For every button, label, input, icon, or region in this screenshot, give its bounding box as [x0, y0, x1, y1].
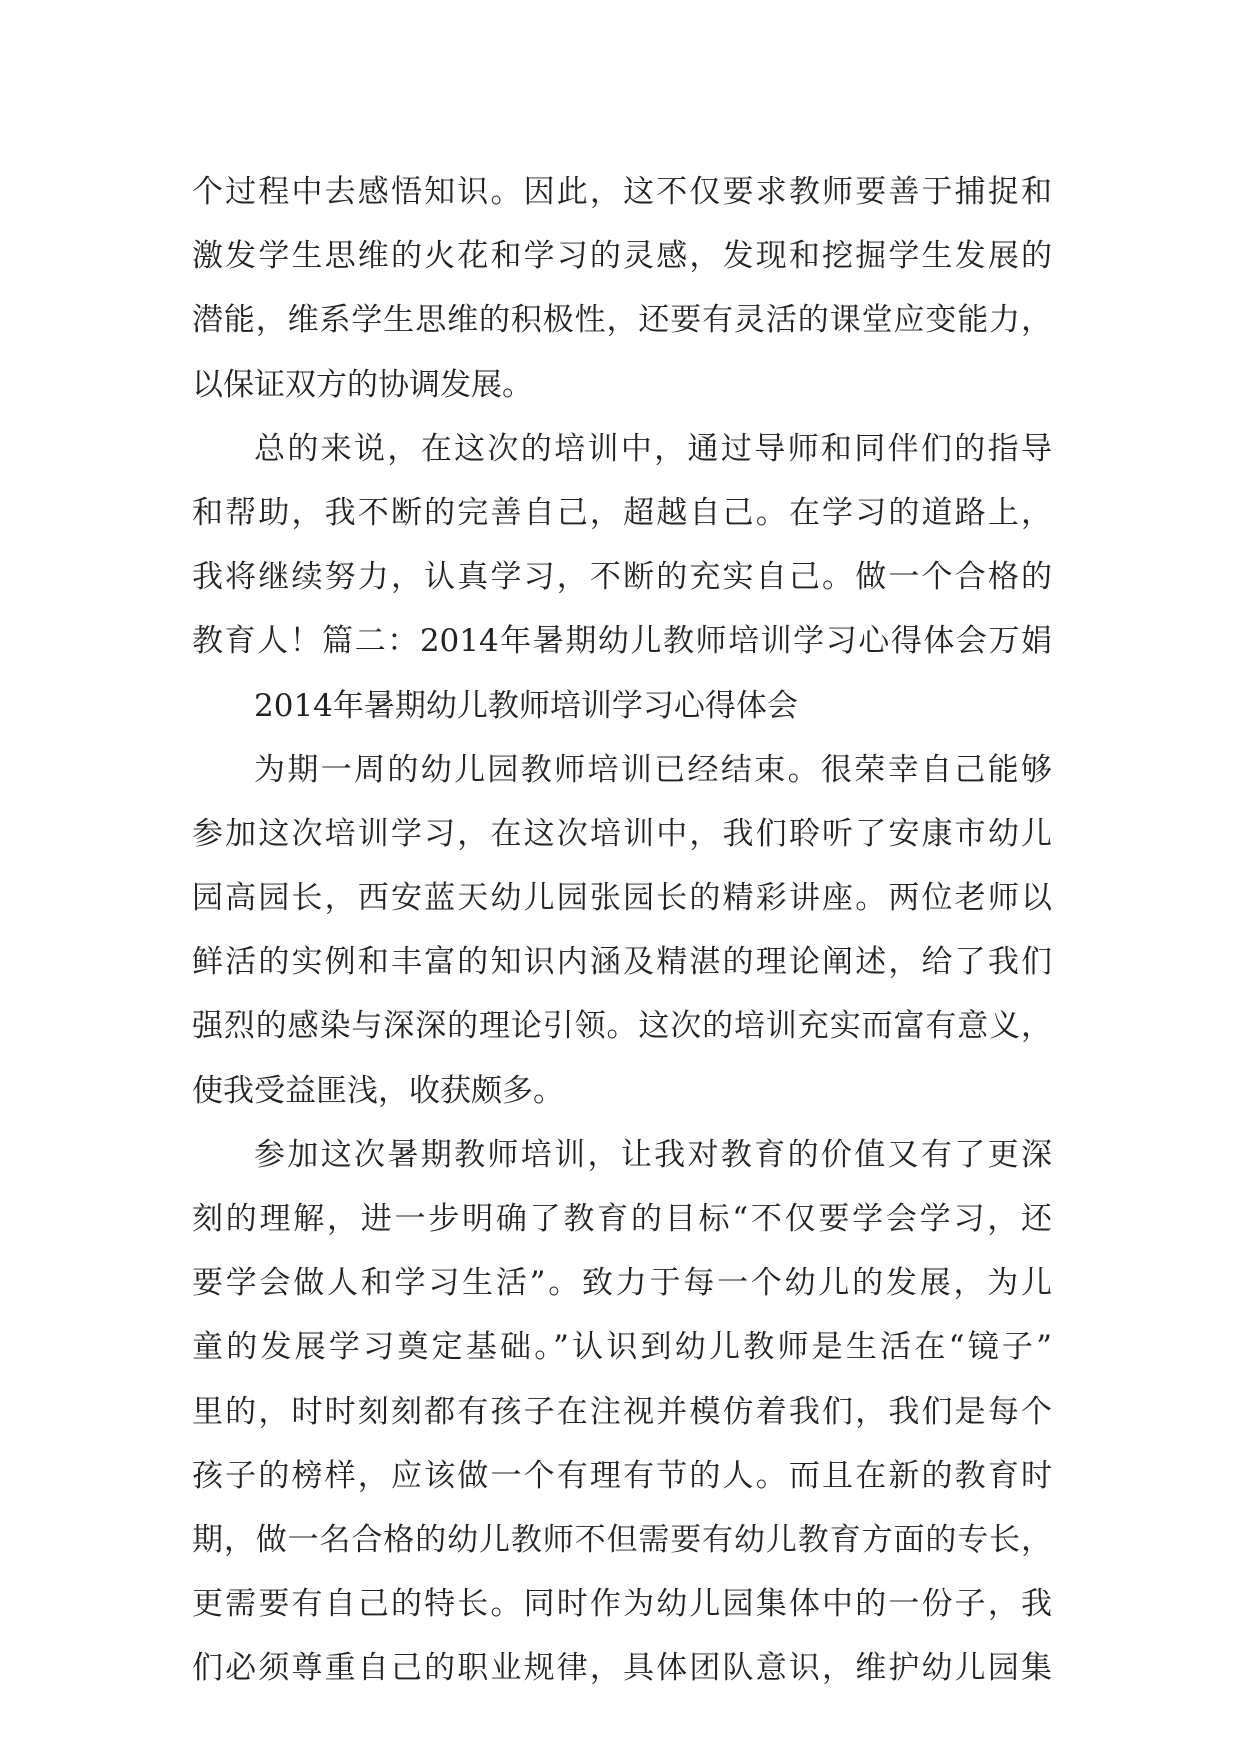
text-line: 个过程中去感悟知识。因此，这不仅要求教师要善于捕捉和	[192, 174, 1052, 210]
text-line: 潜能，维系学生思维的积极性，还要有灵活的课堂应变能力，	[192, 302, 1052, 339]
document-body	[192, 160, 1052, 1701]
text-line: 园高园长，西安蓝天幼儿园张园长的精彩讲座。两位老师以	[192, 880, 1052, 917]
text-line: 童的发展学习奠定基础。”认识到幼儿教师是生活在“镜子”	[192, 1329, 1052, 1366]
text-line: 鲜活的实例和丰富的知识内涵及精湛的理论阐述，给了我们	[192, 944, 1052, 981]
text-line: 和帮助，我不断的完善自己，超越自己。在学习的道路上，	[192, 494, 1052, 531]
text-line: 期，做一名合格的幼儿教师不但需要有幼儿教育方面的专长，	[192, 1521, 1052, 1558]
text-line: 使我受益匪浅，收获颇多。	[192, 1072, 564, 1109]
text-line: 以保证双方的协调发展。	[192, 366, 533, 403]
text-line: 刻的理解，进一步明确了教育的目标“不仅要学会学习，还	[192, 1201, 1052, 1237]
text-line: 孩子的榜样，应该做一个有理有节的人。而且在新的教育时	[192, 1457, 1052, 1494]
text-line: 激发学生思维的火花和学习的灵感，发现和挖掘学生发展的	[192, 238, 1052, 275]
section-title: 2014年暑期幼儿教师培训学习心得体会	[254, 687, 798, 724]
text-line: 更需要有自己的特长。同时作为幼儿园集体中的一份子，我	[192, 1586, 1052, 1623]
text-line: 参加这次暑期教师培训，让我对教育的价值又有了更深	[254, 1136, 1052, 1173]
text-line: 教育人！篇二：2014年暑期幼儿教师培训学习心得体会万娟	[192, 623, 1052, 660]
text-line: 们必须尊重自己的职业规律，具体团队意识，维护幼儿园集	[192, 1650, 1052, 1687]
text-line: 总的来说，在这次的培训中，通过导师和同伴们的指导	[254, 430, 1052, 467]
text-line: 要学会做人和学习生活”。致力于每一个幼儿的发展，为儿	[192, 1265, 1052, 1302]
text-line: 我将继续努力，认真学习，不断的充实自己。做一个合格的	[192, 559, 1052, 596]
text-line: 强烈的感染与深深的理论引领。这次的培训充实而富有意义，	[192, 1008, 1052, 1045]
text-line: 为期一周的幼儿园教师培训已经结束。很荣幸自己能够	[254, 751, 1052, 788]
text-line: 参加这次培训学习，在这次培训中，我们聆听了安康市幼儿	[192, 815, 1052, 852]
text-line: 里的，时时刻刻都有孩子在注视并模仿着我们，我们是每个	[192, 1393, 1052, 1430]
